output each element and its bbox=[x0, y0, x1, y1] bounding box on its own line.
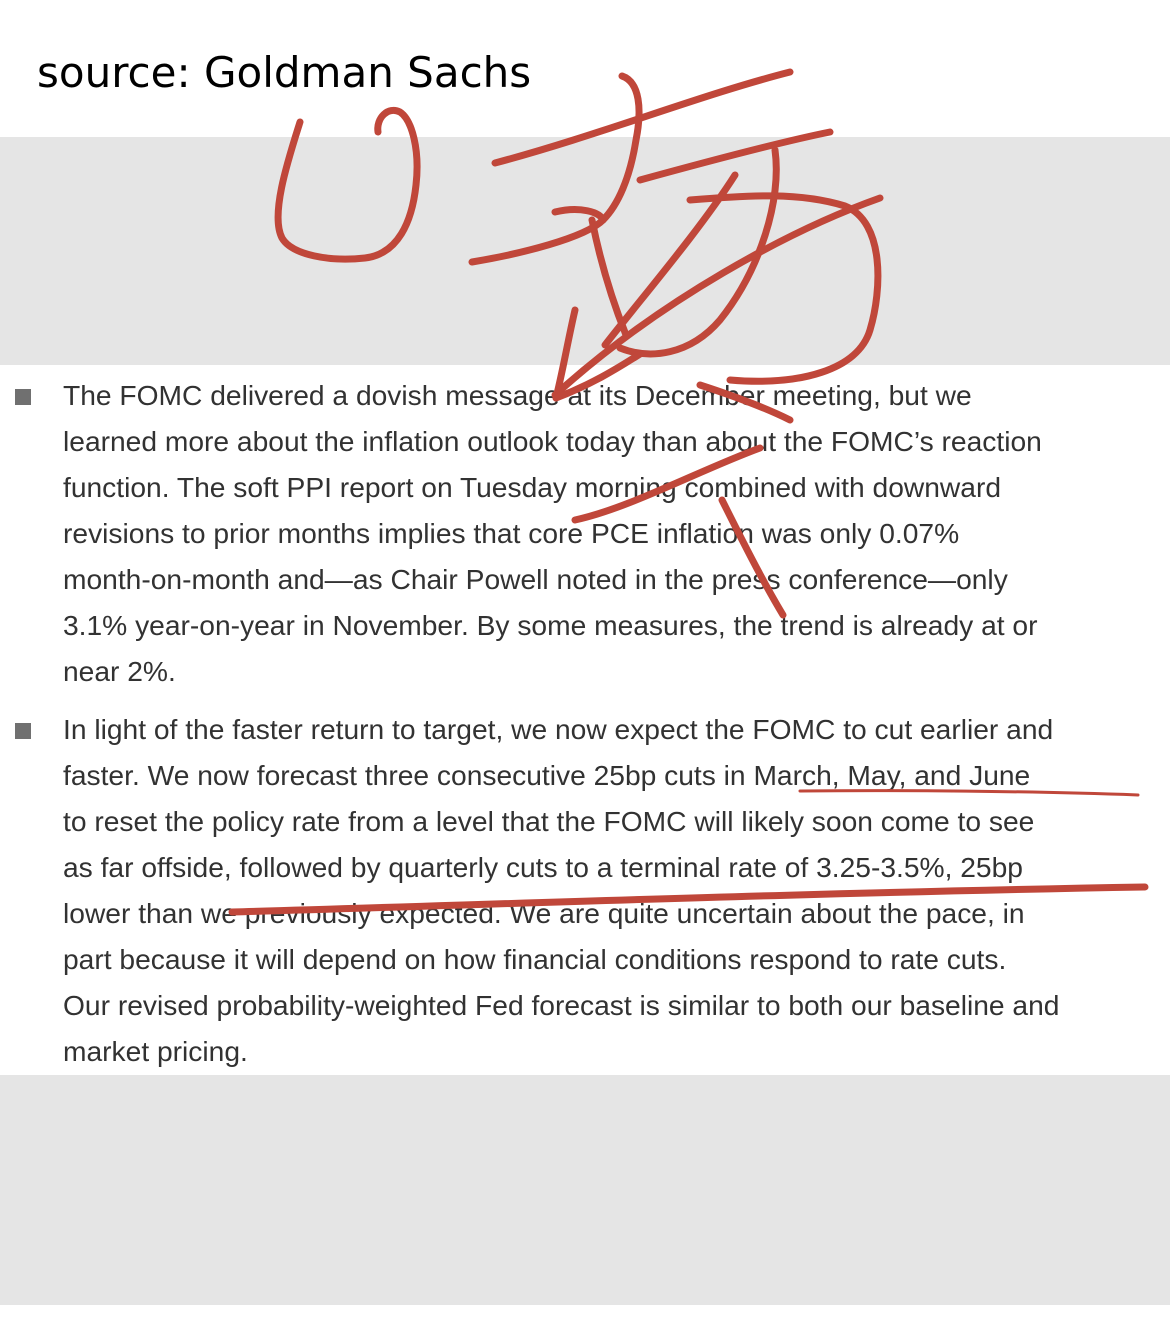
top-gray-band bbox=[0, 137, 1170, 365]
source-caption: source: Goldman Sachs bbox=[37, 48, 532, 97]
paragraph-1-line-5: month-on-month and—as Chair Powell noted in the press conference—only bbox=[63, 563, 1008, 595]
bullet-marker-2 bbox=[15, 723, 31, 739]
paragraph-2-line-8: market pricing. bbox=[63, 1035, 248, 1067]
report-excerpt bbox=[0, 365, 1170, 1075]
paragraph-2-line-1: In light of the faster return to target, we now expect the FOMC to cut earlier and bbox=[63, 713, 1054, 745]
bullet-marker-1 bbox=[15, 389, 31, 405]
paragraph-2 bbox=[63, 706, 1163, 1074]
paragraph-2-line-3: to reset the policy rate from a level that the FOMC will likely soon come to see bbox=[63, 805, 1035, 837]
paragraph-1-line-7: near 2%. bbox=[63, 655, 176, 687]
paragraph-1-line-6: 3.1% year-on-year in November. By some measures, the trend is already at or bbox=[63, 609, 1038, 641]
paragraph-2-line-2: faster. We now forecast three consecutive 25bp cuts in March, May, and June bbox=[63, 759, 1031, 791]
paragraph-1-line-2: learned more about the inflation outlook today than about the FOMC’s reaction bbox=[63, 425, 1042, 457]
paragraph-1-line-1: The FOMC delivered a dovish message at its December meeting, but we bbox=[63, 379, 972, 411]
paragraph-1-line-4: revisions to prior months implies that core PCE inflation was only 0.07% bbox=[63, 517, 960, 549]
bottom-gray-band bbox=[0, 1075, 1170, 1305]
paragraph-2-line-5: lower than we previously expected. We are quite uncertain about the pace, in bbox=[63, 897, 1025, 929]
paragraph-2-line-7: Our revised probability-weighted Fed forecast is similar to both our baseline and bbox=[63, 989, 1060, 1021]
paragraph-2-line-4: as far offside, followed by quarterly cuts to a terminal rate of 3.25-3.5%, 25bp bbox=[63, 851, 1023, 883]
paragraph-1-line-3: function. The soft PPI report on Tuesday morning combined with downward bbox=[63, 471, 1002, 503]
paragraph-1 bbox=[63, 372, 1163, 694]
paragraph-2-line-6: part because it will depend on how financial conditions respond to rate cuts. bbox=[63, 943, 1007, 975]
